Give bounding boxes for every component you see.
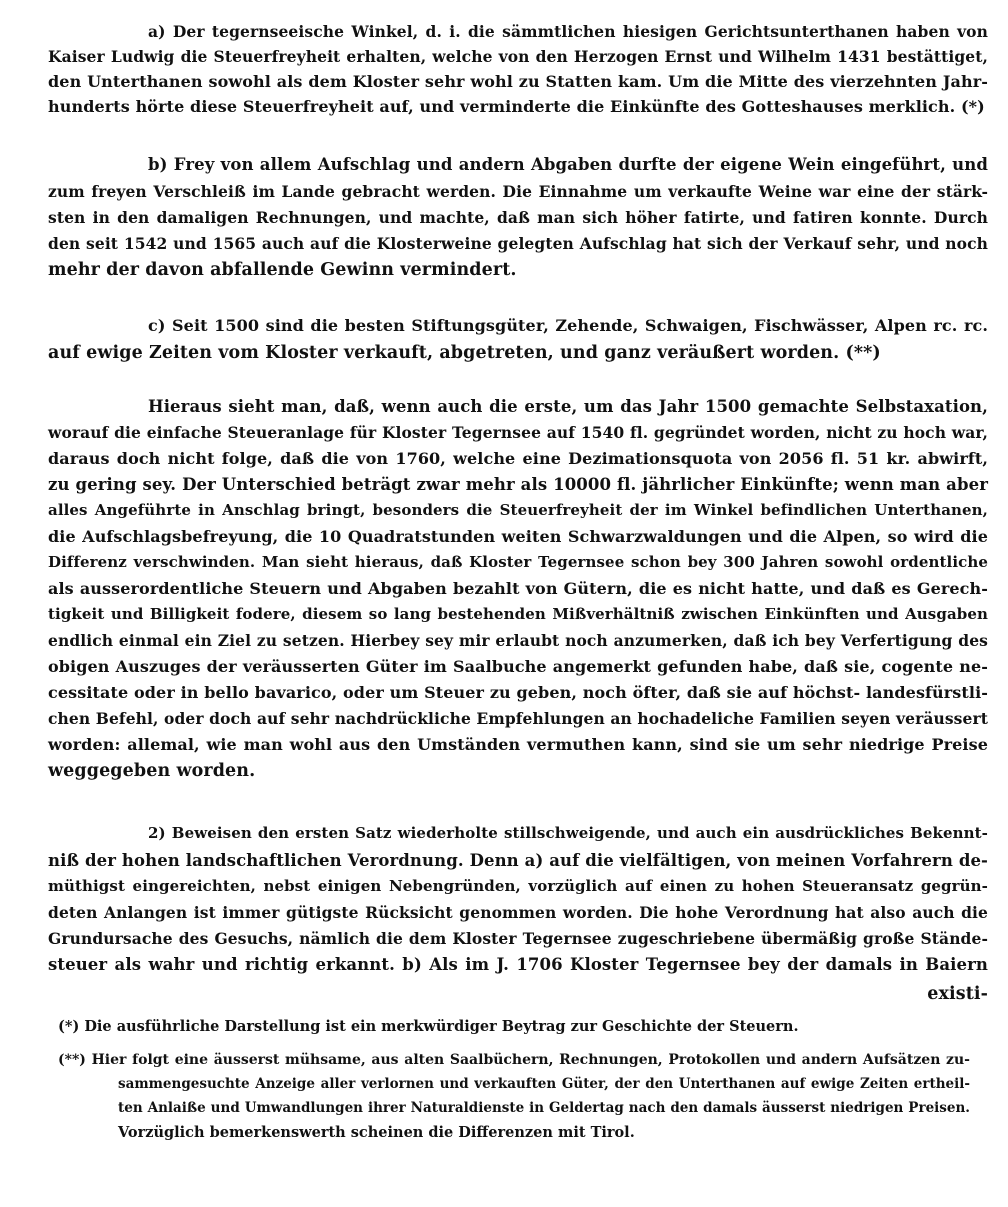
text-line: als ausserordentliche Steuern und Abgaben bezahlt von Gütern, die es nicht hatte, und daß es Gerech-: [48, 579, 988, 598]
text-line: cessitate oder in bello bavarico, oder um Steuer zu geben, noch öfter, daß sie auf höchst- landesfürstli-: [48, 683, 988, 702]
text-line: daraus doch nicht folge, daß die von 1760, welche eine Dezimationsquota von 2056 fl. 51 kr. abwirft,: [48, 449, 988, 468]
text-line: alles Angeführte in Anschlag bringt, besonders die Steuerfreyheit der im Winkel befindlichen Unterthanen,: [48, 501, 988, 519]
text-line: endlich einmal ein Ziel zu setzen. Hierbey sey mir erlaubt noch anzumerken, daß ich bey Verfertigung des: [48, 631, 988, 650]
text-line: den seit 1542 und 1565 auch auf die Klosterweine gelegten Aufschlag hat sich der Verkauf sehr, und noch: [48, 234, 988, 253]
text-line: auf ewige Zeiten vom Kloster verkauft, abgetreten, und ganz veräußert worden. (**): [48, 343, 881, 363]
text-line: 2) Beweisen den ersten Satz wiederholte stillschweigende, und auch ein ausdrückliches Bekennt-: [148, 824, 988, 842]
text-line: mehr der davon abfallende Gewinn vermindert.: [48, 260, 517, 280]
text-line: niß der hohen landschaftlichen Verordnung. Denn a) auf die vielfältigen, von meinen Vorfahrern de-: [48, 851, 988, 870]
text-line: worden: allemal, wie man wohl aus den Umständen vermuthen kann, sind sie um sehr niedrige Preise: [48, 735, 988, 754]
text-line: worauf die einfache Steueranlage für Kloster Tegernsee auf 1540 fl. gegründet worden, nicht zu hoch war,: [48, 423, 988, 442]
text-line: Hieraus sieht man, daß, wenn auch die erste, um das Jahr 1500 gemachte Selbstaxation,: [148, 397, 988, 416]
text-line: Kaiser Ludwig die Steuerfreyheit erhalten, welche von den Herzogen Ernst und Wilhelm 1431 bestättiget,: [48, 47, 988, 66]
text-line: steuer als wahr und richtig erkannt. b) Als im J. 1706 Kloster Tegernsee bey der damals in Baiern: [48, 955, 988, 974]
footnote-2-line: sammengesuchte Anzeige aller verlornen und verkauften Güter, der den Unterthanen auf ewige Zeiten ertheil-: [118, 1076, 970, 1092]
text-line: zu gering sey. Der Unterschied beträgt zwar mehr als 10000 fl. jährlicher Einkünfte; wenn man aber: [48, 475, 988, 494]
text-line: den Unterthanen sowohl als dem Kloster sehr wohl zu Statten kam. Um die Mitte des vierzehnten Jahr-: [48, 72, 988, 91]
footnote-2-line: (**) Hier folgt eine äusserst mühsame, aus alten Saalbüchern, Rechnungen, Protokollen und andern Aufsätzen zu-: [58, 1052, 970, 1068]
text-line: chen Befehl, oder doch auf sehr nachdrückliche Empfehlungen an hochadeliche Familien seyen veräussert: [48, 709, 988, 728]
footnote-2-line: ten Anlaiße und Umwandlungen ihrer Naturaldienste in Geldertag nach den damals äusserst niedrigen Preisen.: [118, 1100, 970, 1116]
text-line: weggegeben worden.: [48, 761, 256, 781]
text-line: sten in den damaligen Rechnungen, und machte, daß man sich höher fatirte, und fatiren konnte. Durch: [48, 208, 988, 227]
text-line: müthigst eingereichten, nebst einigen Nebengründen, vorzüglich auf einen zu hohen Steueransatz gegrün-: [48, 877, 988, 895]
text-line: die Aufschlagsbefreyung, die 10 Quadratstunden weiten Schwarzwaldungen und die Alpen, so wird die: [48, 527, 988, 546]
text-line: hunderts hörte diese Steuerfreyheit auf, und verminderte die Einkünfte des Gotteshauses merklich. (*): [48, 97, 985, 116]
footnote-1: (*) Die ausführliche Darstellung ist ein merkwürdiger Beytrag zur Geschichte der Steuern.: [58, 1018, 799, 1035]
text-line: b) Frey von allem Aufschlag und andern Abgaben durfte der eigene Wein eingeführt, und: [148, 155, 988, 174]
text-line: obigen Auszuges der veräusserten Güter im Saalbuche angemerkt gefunden habe, daß sie, cogente ne-: [48, 657, 988, 676]
footnote-2-line: Vorzüglich bemerkenswerth scheinen die Differenzen mit Tirol.: [118, 1124, 635, 1141]
text-line: tigkeit und Billigkeit fodere, diesem so lang bestehenden Mißverhältniß zwischen Einkünften und Ausgaben: [48, 605, 988, 623]
text-line: Differenz verschwinden. Man sieht hieraus, daß Kloster Tegernsee schon bey 300 Jahren sowohl ordentliche: [48, 553, 988, 571]
text-line: a) Der tegernseeische Winkel, d. i. die sämmtlichen hiesigen Gerichtsunterthanen haben von: [148, 22, 988, 41]
text-line: Grundursache des Gesuchs, nämlich die dem Kloster Tegernsee zugeschriebene übermäßig große Stände-: [48, 929, 988, 948]
catchword: existi-: [927, 984, 988, 1004]
text-line: deten Anlangen ist immer gütigste Rücksicht genommen worden. Die hohe Verordnung hat also auch die: [48, 903, 988, 922]
text-line: c) Seit 1500 sind die besten Stiftungsgüter, Zehende, Schwaigen, Fischwässer, Alpen rc. rc.: [148, 316, 988, 335]
text-line: zum freyen Verschleiß im Lande gebracht werden. Die Einnahme um verkaufte Weine war eine der stärk-: [48, 182, 988, 201]
